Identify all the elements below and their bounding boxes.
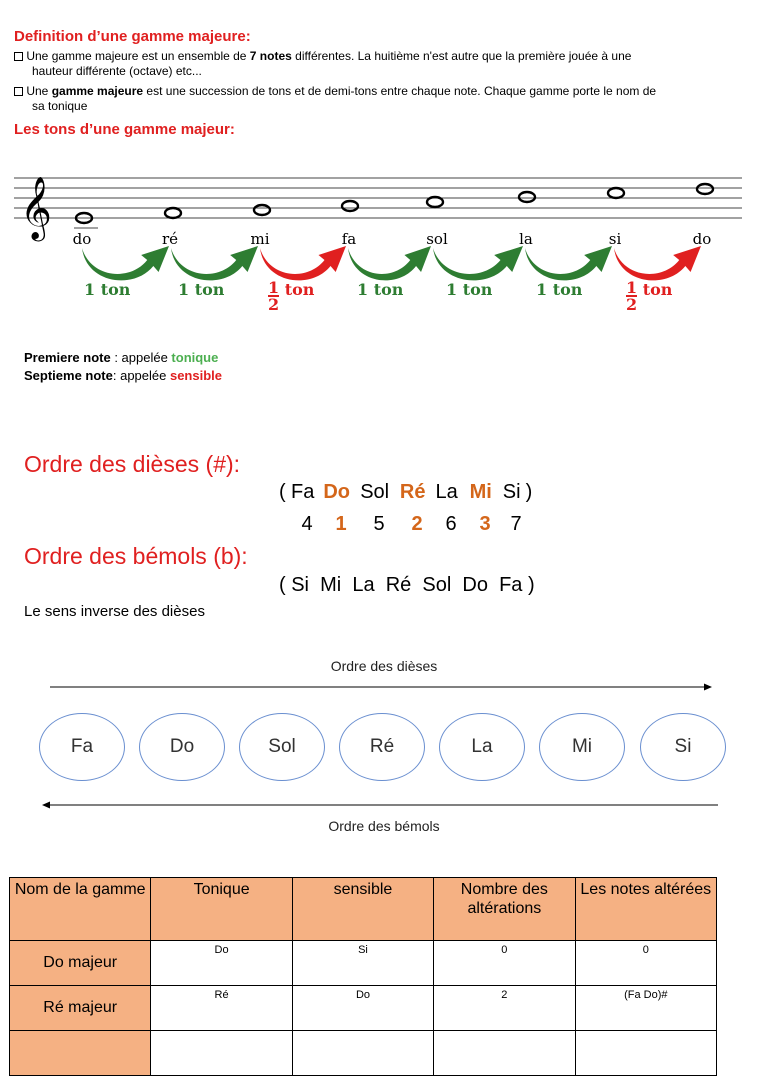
cell-empty xyxy=(151,1031,292,1076)
note-name: mi xyxy=(250,230,270,248)
sharp-note: Mi xyxy=(469,481,492,503)
header-nombre: Nombre des altérations xyxy=(434,878,575,941)
sharp-number: 5 xyxy=(373,513,385,535)
sharp-number: 6 xyxy=(445,513,457,535)
whole-tone-arrow-icon xyxy=(433,246,523,280)
cell-tonique: Do xyxy=(151,941,292,986)
sharp-number: 3 xyxy=(479,513,491,535)
half-tone-label: $\frac{1}{2}$ ton xyxy=(268,278,315,314)
note-circle: Sol xyxy=(239,713,325,781)
paren-close: ) xyxy=(525,481,533,503)
paren-open: ( xyxy=(279,481,286,503)
table-row xyxy=(10,1031,717,1076)
note-name: sol xyxy=(426,230,448,248)
cell-empty xyxy=(434,1031,575,1076)
cell-empty xyxy=(575,1031,716,1076)
sharp-number: 2 xyxy=(411,513,423,535)
half-tone-arrow-icon xyxy=(614,246,701,280)
header-sensible: sensible xyxy=(292,878,433,941)
whole-tone-label: 1 ton xyxy=(178,280,225,299)
notehead xyxy=(254,205,270,215)
whole-tone-arrow-icon xyxy=(171,246,258,280)
definition-bullet-1 xyxy=(14,49,734,79)
interval-arrows xyxy=(82,246,701,280)
sharps-title: Ordre des dièses (#): xyxy=(24,451,241,477)
sharp-number: 4 xyxy=(301,513,313,535)
half-tone-arrow-icon xyxy=(260,246,346,280)
table-header-row xyxy=(10,878,717,941)
sharp-note: Fa xyxy=(291,481,315,503)
cell-empty xyxy=(292,1031,433,1076)
sharp-number: 1 xyxy=(335,513,347,535)
note-name: do xyxy=(692,230,712,248)
note-name: la xyxy=(519,230,533,248)
sharps-sequence xyxy=(279,481,532,504)
flats-title: Ordre des bémols (b): xyxy=(24,543,248,569)
table-row xyxy=(10,941,717,986)
note-circle: Do xyxy=(139,713,225,781)
note-circle: Mi xyxy=(539,713,625,781)
notehead xyxy=(165,208,181,218)
sensible-label: sensible xyxy=(169,368,222,383)
flats-note: Le sens inverse des dièses xyxy=(24,603,205,620)
noteheads xyxy=(76,184,713,223)
header-nom: Nom de la gamme xyxy=(10,878,151,941)
diagram-bottom-label: Ordre des bémols xyxy=(328,818,440,834)
bullet1-bold: 7 notes xyxy=(249,49,292,63)
cell-empty xyxy=(10,1031,151,1076)
note-name: ré xyxy=(161,230,179,248)
cell-scale-name: Ré majeur xyxy=(10,986,151,1031)
definition-bullet-2 xyxy=(14,84,734,114)
whole-tone-arrow-icon xyxy=(82,246,169,280)
cell-altered: 0 xyxy=(575,941,716,986)
tonique-label: tonique xyxy=(171,350,219,365)
tones-title: Les tons d’une gamme majeur: xyxy=(14,121,235,138)
sharp-note: Si xyxy=(502,481,521,503)
checkbox-bullet-icon xyxy=(14,52,23,61)
sharp-note: Sol xyxy=(360,481,390,503)
bullet2-bold: gamme majeure xyxy=(51,84,144,98)
definition-title: Definition d’une gamme majeure: xyxy=(14,28,251,45)
seventh-note-text: : appelée xyxy=(112,368,170,383)
cell-tonique: Ré xyxy=(151,986,292,1031)
note-circle: Fa xyxy=(39,713,125,781)
sharps-direction-arrow-icon xyxy=(40,680,720,694)
note-circle: Si xyxy=(640,713,726,781)
notehead xyxy=(697,184,713,194)
cell-count: 0 xyxy=(434,941,575,986)
treble-clef-icon: 𝄞 xyxy=(20,176,52,239)
sharp-note: Ré xyxy=(399,481,426,503)
scales-table xyxy=(9,877,717,1076)
whole-tone-arrow-icon xyxy=(525,246,612,280)
whole-tone-label: 1 ton xyxy=(357,280,404,299)
sharp-note: La xyxy=(435,481,458,503)
whole-tone-label: 1 ton xyxy=(446,280,493,299)
bullet2-text: Une xyxy=(26,84,52,98)
cell-sensible: Si xyxy=(292,941,433,986)
bullet1-line2: hauteur différente (octave) etc... xyxy=(32,64,202,78)
notehead xyxy=(342,201,358,211)
whole-tone-label: 1 ton xyxy=(84,280,131,299)
flats-sequence: ( Si Mi La Ré Sol Do Fa ) xyxy=(279,574,535,596)
cell-scale-name: Do majeur xyxy=(10,941,151,986)
header-notes: Les notes altérées xyxy=(575,878,716,941)
bullet1-text: Une gamme majeure est un ensemble de xyxy=(26,49,250,63)
cell-sensible: Do xyxy=(292,986,433,1031)
checkbox-bullet-icon xyxy=(14,87,23,96)
sharps-numbers xyxy=(279,513,530,536)
bullet1-suffix: différentes. La huitième n'est autre que la première jouée à une xyxy=(291,49,632,63)
whole-tone-arrow-icon xyxy=(348,246,431,280)
sharp-note: Do xyxy=(323,481,350,503)
seventh-note-label: Septieme note xyxy=(24,368,113,383)
notes-info xyxy=(24,349,222,385)
first-note-text: : appelée xyxy=(110,350,172,365)
note-name: do xyxy=(72,230,92,248)
note-name: si xyxy=(608,230,622,248)
sharp-number: 7 xyxy=(510,513,522,535)
flats-direction-arrow-icon xyxy=(40,798,720,812)
bullet2-line2: sa tonique xyxy=(32,99,88,113)
notehead xyxy=(519,192,535,202)
half-tone-label: $\frac{1}{2}$ ton xyxy=(626,278,673,314)
notehead xyxy=(608,188,624,198)
note-circle: Ré xyxy=(339,713,425,781)
note-name: fa xyxy=(341,230,357,248)
cell-altered: (Fa Do)# xyxy=(575,986,716,1031)
bullet2-suffix: est une succession de tons et de demi-tons entre chaque note. Chaque gamme porte le nom de xyxy=(143,84,657,98)
note-circle: La xyxy=(439,713,525,781)
first-note-label: Premiere note xyxy=(24,350,111,365)
cell-count: 2 xyxy=(434,986,575,1031)
diagram-top-label: Ordre des dièses xyxy=(330,658,438,674)
header-tonique: Tonique xyxy=(151,878,292,941)
whole-tone-label: 1 ton xyxy=(536,280,583,299)
